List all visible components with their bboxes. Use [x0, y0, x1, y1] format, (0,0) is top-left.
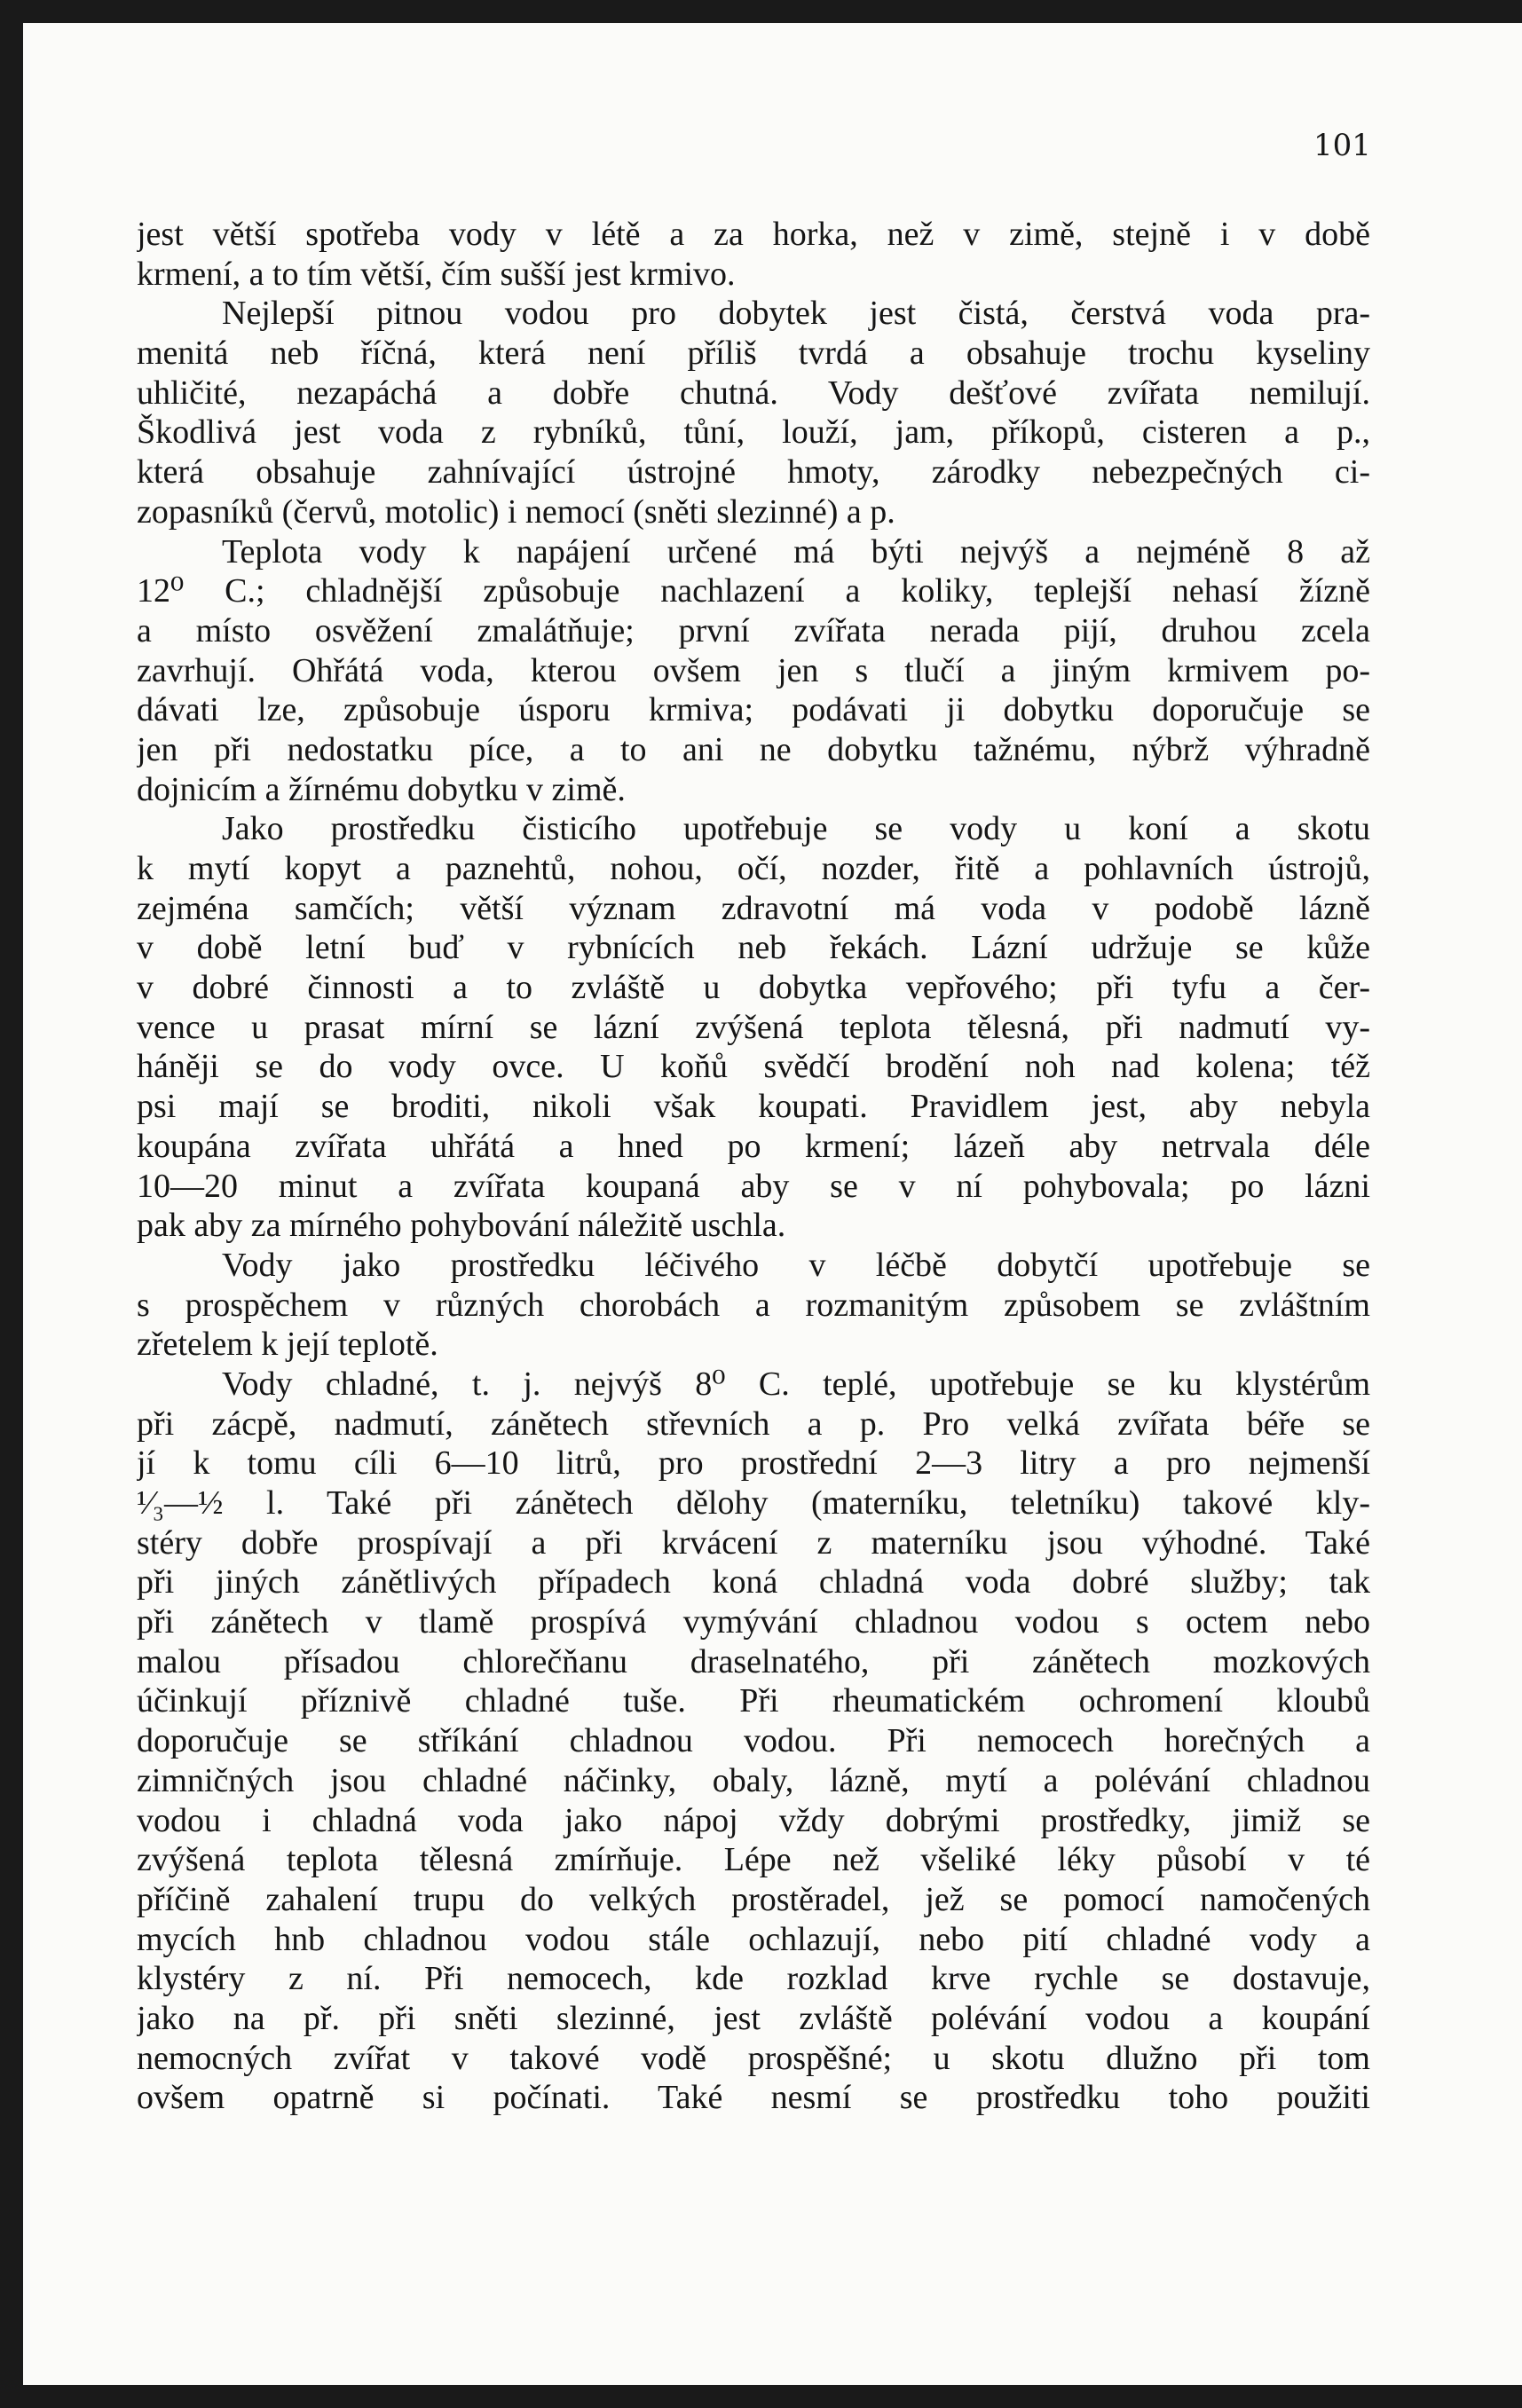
text-line: zvýšená teplota tělesná zmírňuje. Lépe než všeliké léky působí v té: [137, 1841, 1370, 1879]
text-line: Škodlivá jest voda z rybníků, tůní, louží, jam, příkopů, cisteren a p.,: [137, 413, 1370, 452]
text-line: jest větší spotřeba vody v létě a za horka, než v zimě, stejně i v době: [137, 216, 1370, 253]
text-line: vence u prasat mírní se lázní zvýšená teplota tělesná, při nadmutí vy-: [137, 1008, 1370, 1046]
text-line: menitá neb říčná, která není příliš tvrdá a obsahuje trochu kyseliny: [137, 334, 1370, 373]
text-line: háněji se do vody ovce. U koňů svědčí brodění noh nad kolena; též: [137, 1048, 1370, 1086]
text-line: klystéry z ní. Při nemocech, kde rozklad krve rychle se dostavuje,: [137, 1960, 1370, 1998]
text-line: 12⁰ C.; chladnější způsobuje nachlazení a koliky, teplejší nehasí žízně: [137, 572, 1370, 610]
text-line: krmení, a to tím větší, čím sušší jest krmivo.: [137, 255, 736, 293]
text-line: Vody jako prostředku léčivého v léčbě dobytčí upotřebuje se: [222, 1246, 1370, 1284]
text-line: s prospěchem v různých chorobách a rozmanitým způsobem se zvláštním: [137, 1286, 1370, 1324]
text-line: účinkují příznivě chladné tuše. Při rheumatickém ochromení kloubů: [137, 1682, 1370, 1720]
text-line: Jako prostředku čisticího upotřebuje se vody u koní a skotu: [222, 810, 1370, 848]
text-line: v době letní buď v rybnících neb řekách. Lázní udržuje se kůže: [137, 929, 1370, 967]
text-line: zimničných jsou chladné náčinky, obaly, lázně, mytí a polévání chladnou: [137, 1761, 1370, 1799]
text-line: zavrhují. Ohřátá voda, kterou ovšem jen s tlučí a jiným krmivem po-: [137, 651, 1370, 689]
text-line: malou přísadou chlorečňanu draselnatého, při zánětech mozkových: [137, 1642, 1370, 1680]
text-line: koupána zvířata uhřátá a hned po krmení; lázeň aby netrvala déle: [137, 1127, 1370, 1165]
text-line: při zánětech v tlamě prospívá vymývání chladnou vodou s octem nebo: [137, 1603, 1370, 1641]
scan-border-top: [0, 0, 1522, 23]
scan-border-left: [0, 0, 23, 2408]
text-line: jí k tomu cíli 6—10 litrů, pro prostřední 2—3 litry a pro nejmenší: [137, 1444, 1370, 1483]
text-line: zejména samčích; větší význam zdravotní má voda v podobě lázně: [137, 889, 1370, 927]
text-line: nemocných zvířat v takové vodě prospěšné; u skotu dlužno při tom: [137, 2039, 1370, 2077]
text-line: která obsahuje zahnívající ústrojné hmoty, zárodky nebezpečných ci-: [137, 453, 1370, 492]
text-line: vodou i chladná voda jako nápoj vždy dobrými prostředky, jimiž se: [137, 1801, 1370, 1839]
page-number: 101: [1313, 128, 1371, 163]
text-line: ¹⁄₃—½ l. Také při zánětech dělohy (materníku, teletníku) takové kly-: [137, 1484, 1370, 1522]
text-line: mycích hnb chladnou vodou stále ochlazují, nebo pití chladné vody a: [137, 1920, 1370, 1958]
text-line: stéry dobře prospívají a při krvácení z materníku jsou výhodné. Také: [137, 1523, 1370, 1562]
text-line: příčině zahalení trupu do velkých prostěradel, jež se pomocí namočených: [137, 1880, 1370, 1918]
text-line: dávati lze, způsobuje úsporu krmiva; podávati ji dobytku doporučuje se: [137, 691, 1370, 729]
text-line: při jiných zánětlivých případech koná chladná voda dobré služby; tak: [137, 1563, 1370, 1601]
text-line: Nejlepší pitnou vodou pro dobytek jest čistá, čerstvá voda pra-: [222, 295, 1370, 333]
text-line: psi mají se broditi, nikoli však koupati. Pravidlem jest, aby nebyla: [137, 1088, 1370, 1126]
scan-border-bottom: [0, 2385, 1522, 2408]
text-line: uhličité, nezapáchá a dobře chutná. Vody dešťové zvířata nemilují.: [137, 374, 1370, 412]
text-line: Teplota vody k napájení určené má býti nejvýš a nejméně 8 až: [222, 532, 1370, 571]
text-line: v dobré činnosti a to zvláště u dobytka vepřového; při tyfu a čer-: [137, 969, 1370, 1007]
text-line: při zácpě, nadmutí, zánětech střevních a p. Pro velká zvířata béře se: [137, 1405, 1370, 1443]
text-line: 10—20 minut a zvířata koupaná aby se v ní pohybovala; po lázni: [137, 1167, 1370, 1205]
text-line: dojnicím a žírnému dobytku v zimě.: [137, 770, 626, 808]
text-line: jako na př. při sněti slezinné, jest zvláště polévání vodou a koupání: [137, 1999, 1370, 2037]
text-line: zřetelem k její teplotě.: [137, 1326, 438, 1364]
text-line: pak aby za mírného pohybování náležitě uschla.: [137, 1207, 786, 1245]
body-text: [137, 215, 1370, 2118]
text-line: zopasníků (červů, motolic) i nemocí (sněti slezinné) a p.: [137, 492, 895, 531]
text-line: k mytí kopyt a paznehtů, nohou, očí, nozder, řitě a pohlavních ústrojů,: [137, 850, 1370, 887]
text-line: doporučuje se stříkání chladnou vodou. Při nemocech horečných a: [137, 1722, 1370, 1760]
text-line: jen při nedostatku píce, a to ani ne dobytku tažnému, nýbrž výhradně: [137, 730, 1370, 768]
text-line: ovšem opatrně si počínati. Také nesmí se prostředku toho použiti: [137, 2079, 1370, 2117]
text-line: a místo osvěžení zmalátňuje; první zvířata nerada pijí, druhou zcela: [137, 611, 1370, 649]
text-line: Vody chladné, t. j. nejvýš 8⁰ C. teplé, upotřebuje se ku klystérům: [222, 1365, 1370, 1403]
